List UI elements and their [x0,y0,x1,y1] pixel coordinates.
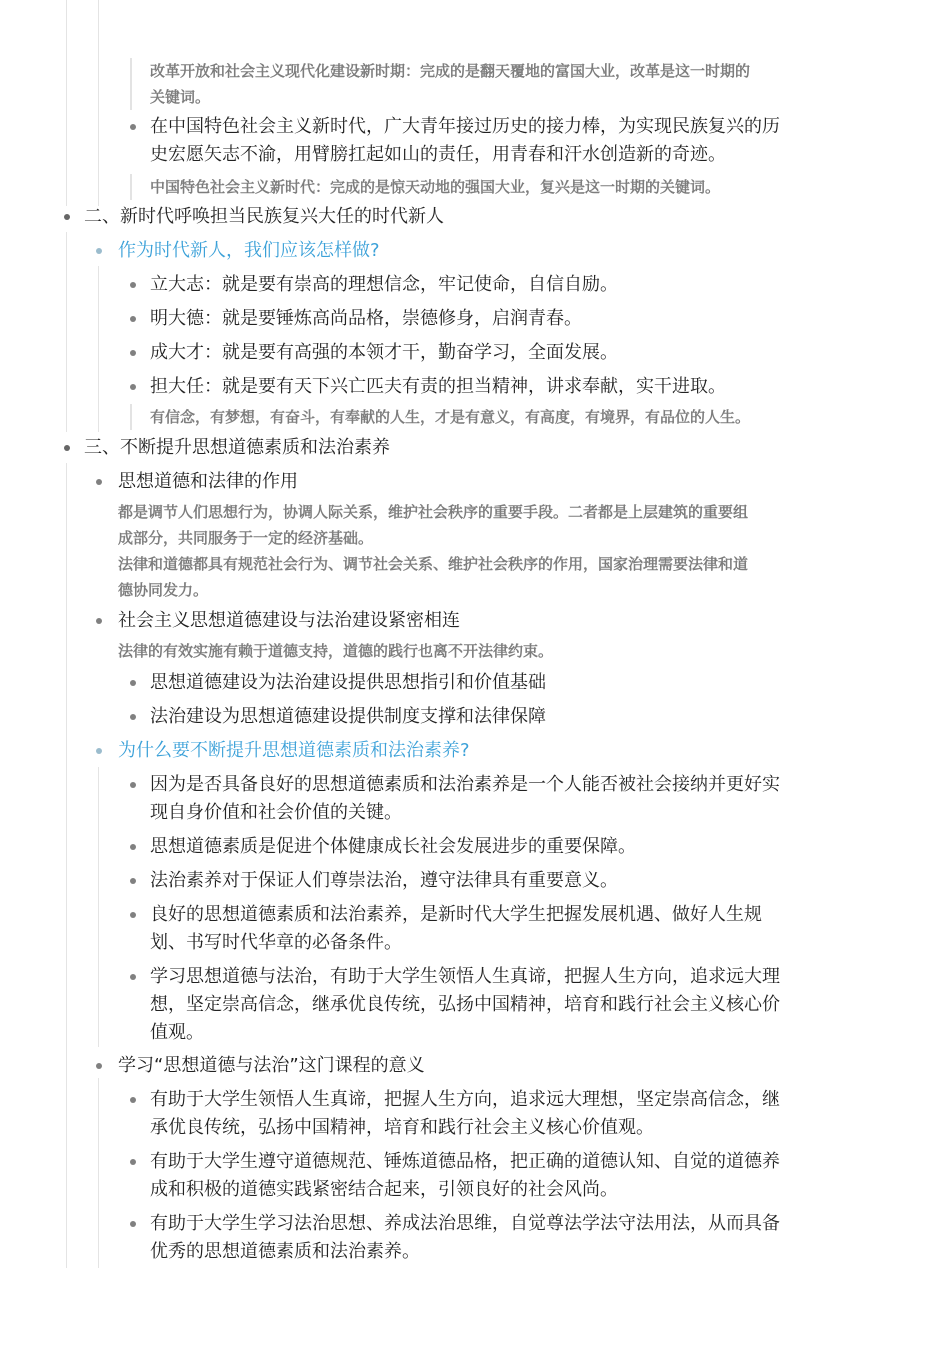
item-text: 成和积极的道德实践紧密结合起来，引领良好的社会风尚。 [150,1179,618,1200]
item-text: 有助于大学生领悟人生真谛，把握人生方向，追求远大理想，坚定崇高信念，继 [150,1089,780,1110]
item-text: 在中国特色社会主义新时代，广大青年接过历史的接力棒，为实现民族复兴的历 [150,116,780,137]
item-text: 想，坚定崇高信念，继承优良传统，弘扬中国精神，培育和践行社会主义核心价 [150,994,780,1015]
note-bar [130,174,132,200]
guide-line-level2 [98,1078,99,1268]
bullet-dot [130,350,136,356]
item-text: 二、新时代呼唤担当民族复兴大任的时代新人 [84,206,444,227]
note-line: 成部分，共同服务于一定的经济基础。 [118,529,374,547]
bullet-dot [130,974,136,980]
bullet-dot [130,844,136,850]
item-text: 优秀的思想道德素质和法治素养。 [150,1241,420,1262]
bullet-dot [130,282,136,288]
guide-line-level1 [66,463,67,1268]
item-text: 法治素养对于保证人们尊崇法治，遵守法律具有重要意义。 [150,870,618,891]
bullet-dot [130,1159,136,1165]
note-bar [130,58,132,110]
note-line: 改革开放和社会主义现代化建设新时期：完成的是翻天覆地的富国大业，改革是这一时期的 [150,62,751,80]
note-line: 法律和道德都具有规范社会行为、调节社会关系、维护社会秩序的作用，国家治理需要法律和道 [118,555,749,573]
bullet-dot [96,1063,102,1069]
note-line: 法律的有效实施有赖于道德支持，道德的践行也离不开法律约束。 [118,642,554,660]
item-text: 法治建设为思想道德建设提供制度支撑和法律保障 [150,706,546,727]
bullet-dot [130,878,136,884]
note-line: 都是调节人们思想行为，协调人际关系，维护社会秩序的重要手段。二者都是上层建筑的重要组 [118,503,749,521]
note-line: 有信念，有梦想，有奋斗，有奉献的人生，才是有意义，有高度，有境界，有品位的人生。 [150,408,751,426]
item-text: 作为时代新人，我们应该怎样做? [118,240,380,261]
guide-line-level2 [98,266,99,432]
note-line: 中国特色社会主义新时代：完成的是惊天动地的强国大业，复兴是这一时期的关键词。 [150,178,721,196]
item-text: 承优良传统，弘扬中国精神，培育和践行社会主义核心价值观。 [150,1117,654,1138]
item-text: 社会主义思想道德建设与法治建设紧密相连 [118,610,460,631]
item-text: 学习“思想道德与法治”这门课程的意义 [118,1055,425,1076]
note-bar [130,404,132,430]
bullet-dot [130,680,136,686]
item-text: 良好的思想道德素质和法治素养，是新时代大学生把握发展机遇、做好人生规 [150,904,762,925]
bullet-dot [64,214,70,220]
bullet-dot [130,912,136,918]
item-text: 学习思想道德与法治，有助于大学生领悟人生真谛，把握人生方向，追求远大理 [150,966,780,987]
guide-line-level1 [66,0,67,206]
bullet-dot [96,618,102,624]
guide-line-level2 [98,767,99,1047]
item-text: 思想道德和法律的作用 [118,471,298,492]
item-text: 有助于大学生遵守道德规范、锤炼道德品格，把正确的道德认知、自觉的道德养 [150,1151,780,1172]
item-text: 现自身价值和社会价值的关键。 [150,802,402,823]
bullet-dot [130,1097,136,1103]
bullet-dot [130,714,136,720]
item-text: 立大志：就是要有崇高的理想信念，牢记使命，自信自励。 [150,274,618,295]
bullet-dot [96,748,102,754]
item-text: 有助于大学生学习法治思想、养成法治思维，自觉尊法学法守法用法，从而具备 [150,1213,780,1234]
bullet-dot [130,782,136,788]
bullet-dot [130,1221,136,1227]
item-text: 为什么要不断提升思想道德素质和法治素养? [118,740,470,761]
note-line: 德协同发力。 [118,581,209,599]
item-text: 三、不断提升思想道德素质和法治素养 [84,437,390,458]
item-text: 值观。 [150,1022,204,1043]
bullet-dot [130,384,136,390]
bullet-dot [96,479,102,485]
item-text: 史宏愿矢志不渝，用臂膀扛起如山的责任，用青春和汗水创造新的奇迹。 [150,144,726,165]
item-text: 思想道德素质是促进个体健康成长社会发展进步的重要保障。 [150,836,636,857]
item-text: 明大德：就是要锤炼高尚品格，崇德修身，启润青春。 [150,308,582,329]
item-text: 成大才：就是要有高强的本领才干，勤奋学习，全面发展。 [150,342,618,363]
item-text: 因为是否具备良好的思想道德素质和法治素养是一个人能否被社会接纳并更好实 [150,774,780,795]
item-text: 划、书写时代华章的必备条件。 [150,932,402,953]
bullet-dot [64,445,70,451]
item-text: 思想道德建设为法治建设提供思想指引和价值基础 [150,672,546,693]
item-text: 担大任：就是要有天下兴亡匹夫有责的担当精神，讲求奉献，实干进取。 [150,376,726,397]
guide-line-level2 [98,0,99,206]
bullet-dot [96,248,102,254]
guide-line-level1 [66,232,67,432]
bullet-dot [130,124,136,130]
bullet-dot [130,316,136,322]
note-line: 关键词。 [150,88,211,106]
